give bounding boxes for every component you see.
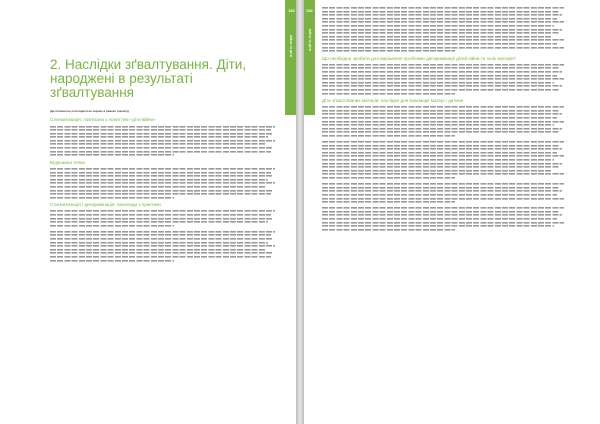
section-heading: Стигматизація, пов'язана з поняттям «діти війни» [50,117,156,123]
paragraph [50,125,275,157]
text-line [50,259,174,263]
left-content [50,58,275,265]
section-heading: Діти зґвалтованих матерів: наслідки для взаємодії матері і дитини [322,98,464,104]
text-line [50,224,174,228]
paragraph [322,140,564,180]
book-gutter [296,0,304,424]
right-page [304,0,600,424]
text-line [322,176,455,180]
text-line [322,49,455,53]
paragraph [50,167,275,199]
text-line [322,200,455,204]
page-number: 151 [288,8,295,13]
page-title: 2. Наслідки зґвалтування. Діти, народжені в результаті зґвалтування [50,57,247,100]
right-content [322,6,564,234]
sections [50,117,275,262]
chapter-tab-label: ВІЙНА ТА ДІТИ [307,29,312,51]
section-heading: Стигматизація і дискримінація: приклади з практики [50,202,161,208]
left-page [0,0,296,424]
text-line [322,92,455,96]
intro-paragraph [322,6,564,53]
text-line [322,134,455,138]
paragraph [322,182,564,204]
paragraph [322,63,564,95]
paragraph [50,209,275,227]
chapter-tab [304,0,315,115]
paragraph [50,230,275,262]
section-heading: Відправна точка [50,159,85,165]
chapter-tab [285,0,296,115]
paragraph [322,105,564,137]
chapter-tab-label: ВІЙНА ТА ДІТИ [288,35,293,57]
note: (Це питання не розглядається окремо в рамках тренінгу) [50,109,130,113]
paragraph [322,206,564,231]
text-line [50,196,174,200]
page-number: 152 [306,8,313,13]
text-line [322,228,455,232]
section-heading: Що необхідно зробити для вирішення проблеми дискримінації дітей війни та їхніх матерів? [322,55,517,61]
sections [322,56,564,232]
text-line [50,153,174,157]
